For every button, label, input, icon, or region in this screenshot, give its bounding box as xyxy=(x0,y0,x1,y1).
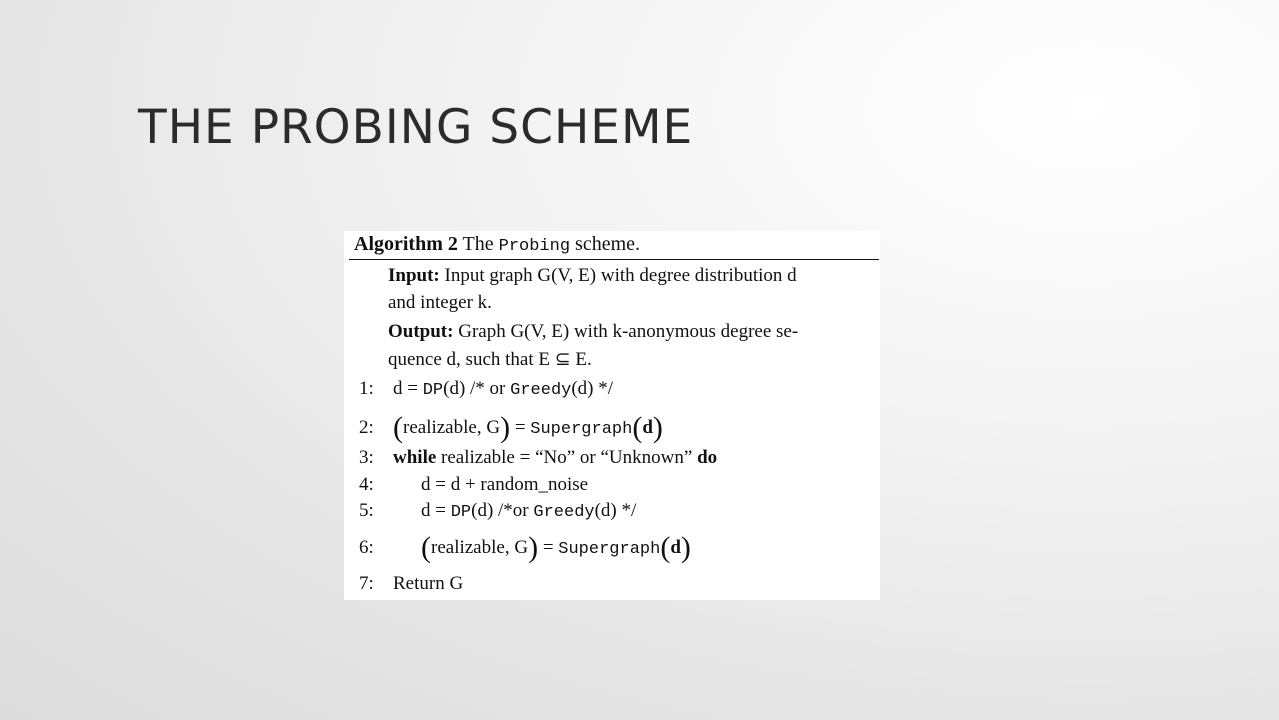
step-1-dp: DP xyxy=(422,381,444,400)
step-1-a: d = xyxy=(393,378,423,399)
output-line-1 xyxy=(388,321,798,343)
input-text-1: Input graph G(V, E) with degree distribution d xyxy=(444,265,797,286)
algorithm-caption xyxy=(354,233,640,256)
step-4-a: d = d + random_noise xyxy=(421,474,589,495)
keyword-do: do xyxy=(697,447,718,468)
step-5-greedy: Greedy xyxy=(533,503,595,522)
keyword-while: while xyxy=(393,447,437,468)
step-2: 2: (realizable, G) = Supergraph(d) xyxy=(359,411,663,444)
caption-name: Probing xyxy=(498,237,571,256)
step-number: 2: xyxy=(359,417,374,438)
step-5 xyxy=(359,500,636,522)
step-4 xyxy=(359,474,588,496)
step-6-b: = xyxy=(538,537,559,558)
caption-post: scheme. xyxy=(570,233,641,255)
step-2-a: realizable, G xyxy=(403,417,501,438)
step-6-c: d xyxy=(670,537,681,558)
output-label: Output: xyxy=(388,321,454,342)
caption-rule xyxy=(349,259,879,260)
algorithm-figure xyxy=(344,231,880,600)
output-text-1: Graph G(V, E) with k-anonymous degree se- xyxy=(458,321,799,342)
step-3 xyxy=(359,447,717,469)
step-number: 5: xyxy=(359,500,374,521)
input-line-2: and integer k. xyxy=(388,292,492,313)
step-number: 4: xyxy=(359,474,374,495)
step-6-supergraph: Supergraph xyxy=(558,540,661,559)
step-number: 7: xyxy=(359,573,374,594)
step-5-a: d = xyxy=(421,500,451,521)
step-1-greedy: Greedy xyxy=(510,381,572,400)
slide-title: THE PROBING SCHEME xyxy=(138,100,694,155)
algorithm-label: Algorithm 2 xyxy=(354,233,458,255)
step-1-b: (d) /* or xyxy=(443,378,511,399)
step-2-b: = xyxy=(510,417,531,438)
step-number: 6: xyxy=(359,537,374,558)
step-5-dp: DP xyxy=(450,503,472,522)
step-7 xyxy=(359,573,463,595)
input-line-1 xyxy=(388,265,797,287)
step-2-c: d xyxy=(642,417,653,438)
step-3-a: realizable = “No” or “Unknown” xyxy=(436,447,698,468)
step-7-a: Return G xyxy=(393,573,464,594)
output-line-2: quence d, such that E ⊆ E. xyxy=(388,349,592,370)
step-1-c: (d) */ xyxy=(571,378,614,399)
step-6-a: realizable, G xyxy=(431,537,529,558)
step-1 xyxy=(359,378,613,400)
caption-pre: The xyxy=(462,233,499,255)
step-number: 1: xyxy=(359,378,374,399)
step-5-c: (d) */ xyxy=(594,500,637,521)
step-5-b: (d) /*or xyxy=(471,500,534,521)
step-6: 6: (realizable, G) = Supergraph(d) xyxy=(359,531,691,564)
step-2-supergraph: Supergraph xyxy=(530,420,633,439)
input-label: Input: xyxy=(388,265,440,286)
step-number: 3: xyxy=(359,447,374,468)
